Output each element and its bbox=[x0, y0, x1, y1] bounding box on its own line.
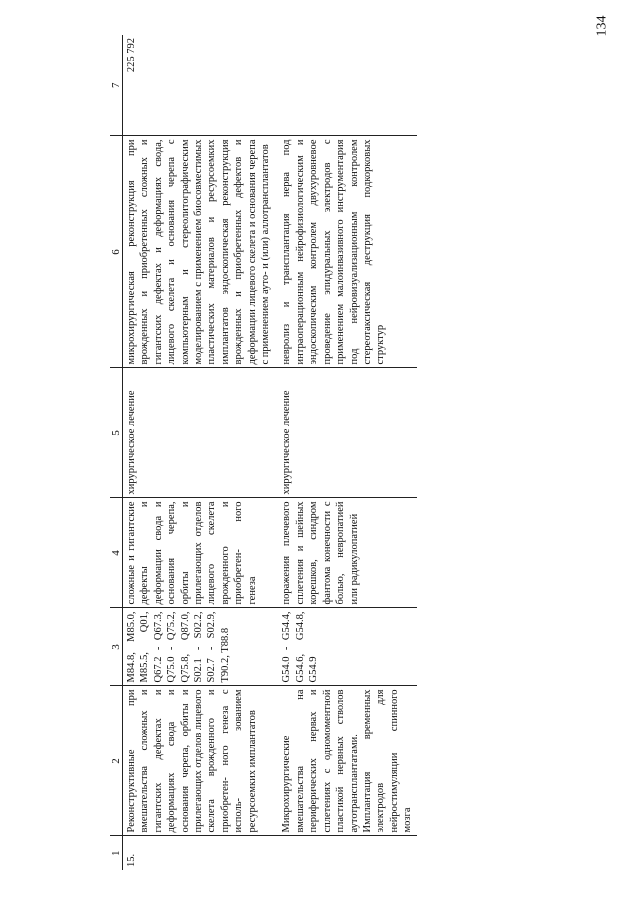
diagnosis-model: сложные и гигантские дефекты и деформации свода и основания черепа, орбиты и прилегающих отделов лицевого скелета врожденного и приобретен- ного генеза bbox=[123, 498, 275, 608]
column-header: 3 bbox=[110, 608, 123, 686]
page-number: 134 bbox=[594, 15, 610, 37]
treatment-type: хирургическое лечение bbox=[274, 368, 416, 498]
row-number: 15. bbox=[126, 853, 137, 867]
cost-value: 225 792 bbox=[123, 35, 275, 136]
row-number bbox=[274, 836, 416, 870]
treatment-method: микрохирургическая реконструкция при врожденных и приобретенных сложных и гигантских дефектах и деформациях свода, лицевого скелета и основания черепа с компьютерным и стереолитографическим моделированием с применением биосовместимых пластических материалов и ресурсоемких имплантатов эндоскопическая реконструкция врожденных и приобретенных дефектов и деформации лицевого скелета и основания черепа с применением ауто- и (или) аллотрансплантатов bbox=[123, 136, 275, 368]
column-header: 1 bbox=[110, 836, 123, 870]
column-header: 6 bbox=[110, 136, 123, 368]
intervention-name: Реконструктивные при вмешательства сложных и гигантских дефектах и деформациях свода и основания черепа, орбиты и прилегающих отделов лицевого скелета врожденного и приобретен- ного генеза с исполь- зованием ресурсоемких имплантатов bbox=[123, 686, 275, 836]
treatment-type: хирургическое лечение bbox=[123, 368, 275, 498]
icd-codes: M84.8, M85.0, M85.5, Q01, Q67.2 - Q67.3, Q75.0 - Q75.2, Q75.8, Q87.0, S02.1 - S02.2, S02.7 - S02.9, T90.2, T88.8 bbox=[123, 608, 275, 686]
icd-codes: G54.0 - G54.4, G54.6, G54.8, G54.9 bbox=[274, 608, 416, 686]
rotated-table bbox=[110, 35, 617, 870]
column-header: 2 bbox=[110, 686, 123, 836]
column-number-row bbox=[110, 35, 123, 870]
column-header: 7 bbox=[110, 35, 123, 136]
column-header: 4 bbox=[110, 498, 123, 608]
table-row bbox=[274, 35, 416, 870]
cost-value bbox=[274, 35, 416, 136]
intervention-name: Микрохирургические вмешательства на периферических нервах и сплетениях с одномоментной пластикой нервных стволов аутотрансплантатами. Имплантация временных электродов для нейростимуляции спинного мозга bbox=[274, 686, 416, 836]
diagnosis-model: поражения плечевого сплетения и шейных корешков, синдром фантома конечности с болью, невропатией или радикулопатией bbox=[274, 498, 416, 608]
table-row bbox=[123, 35, 275, 870]
treatment-method: невролиз и трансплантация нерва под интраоперационным нейрофизиологическим и эндоскопическим контролем двухуровневое проведение эпидуральных электродов с применением малоинвазивного инструментария под нейровизуализационным контролем стереотаксическая деструкция подкорковых структур bbox=[274, 136, 416, 368]
medical-care-table bbox=[110, 35, 417, 870]
column-header: 5 bbox=[110, 368, 123, 498]
